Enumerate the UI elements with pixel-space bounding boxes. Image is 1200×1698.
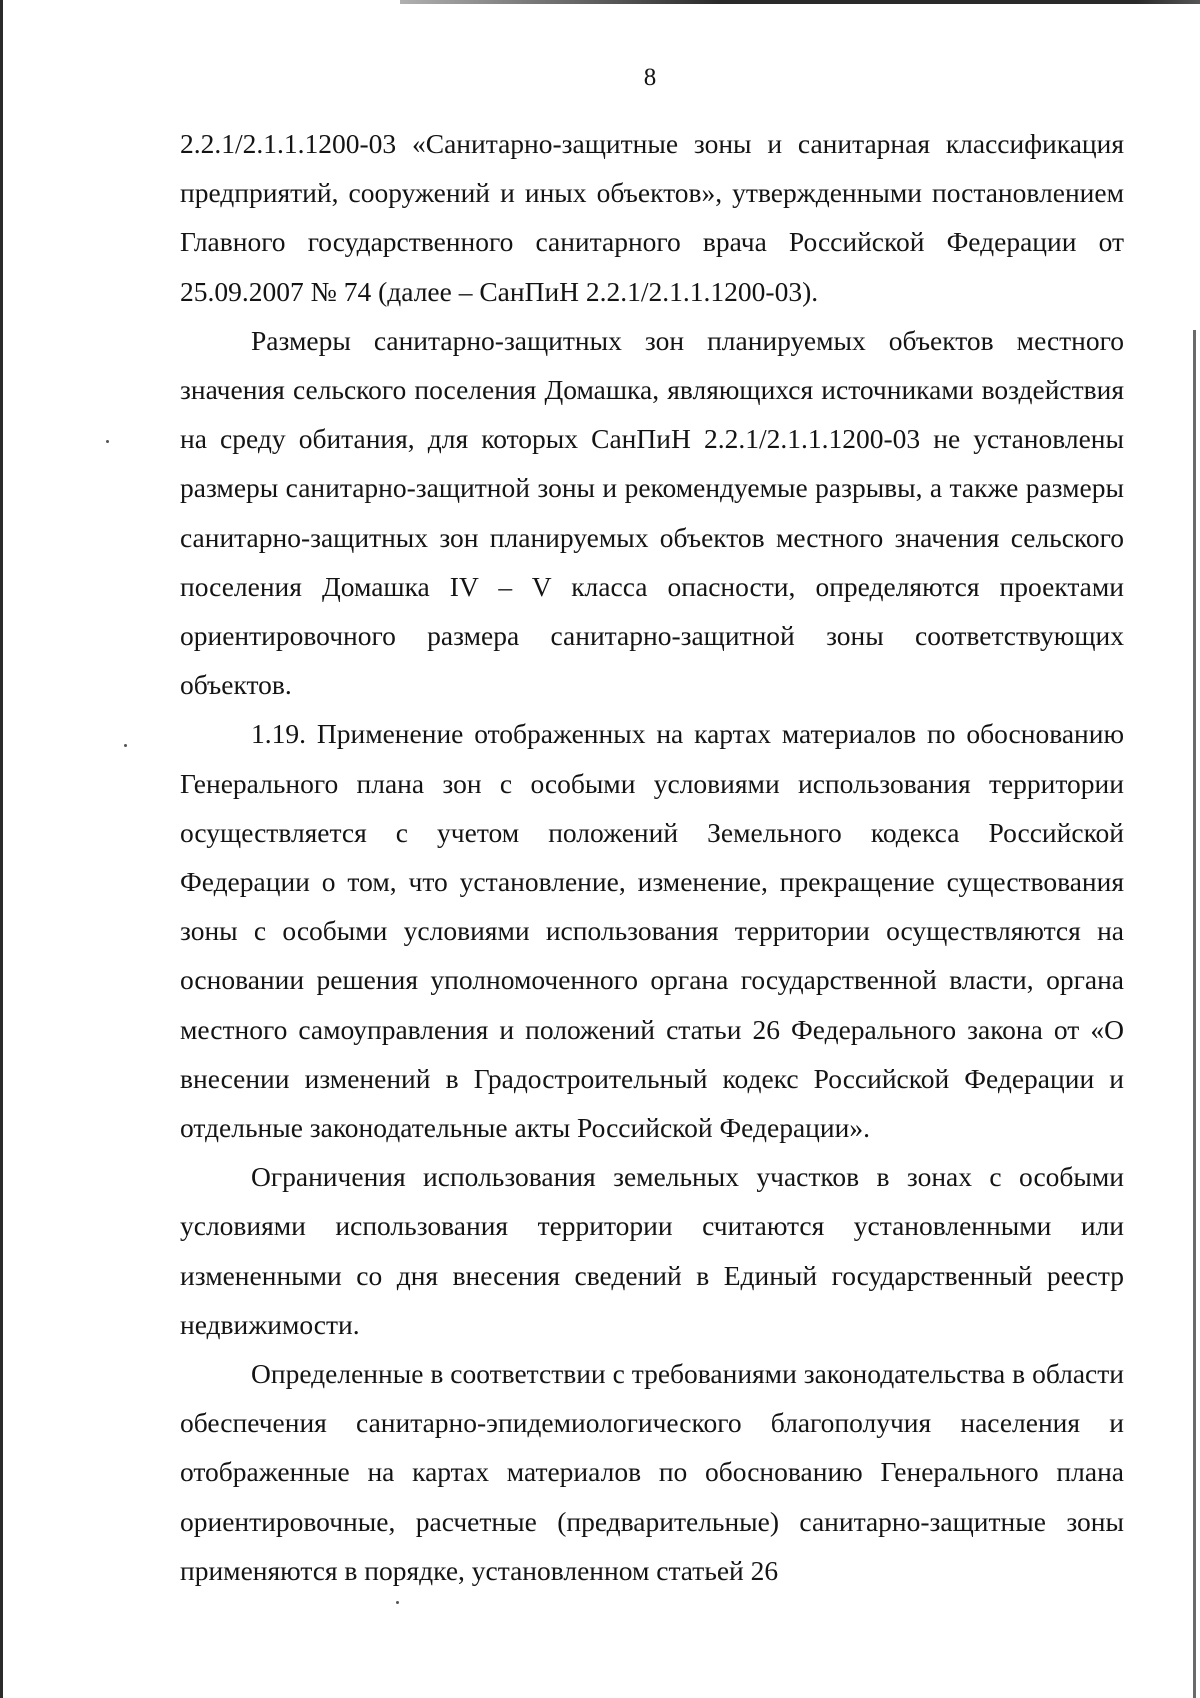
paragraph-sanitary-zone-sizes: Размеры санитарно-защитных зон планируемых объектов местного значения сельского поселения Домашка, являющихся источниками воздействия на среду обитания, для которых СанПиН 2.2.1/2.1.1.1200-03 не установлены размеры санитарно-защитной зоны и рекомендуемые разрывы, а также размеры санитарно-защитных зон планируемых объектов местного значения сельского поселения Домашка IV – V класса опасности, определяются проектами ориентировочного размера санитарно-защитной зоны соответствующих объектов.: [180, 324, 1124, 701]
page-number: 8: [643, 64, 657, 91]
paragraph-defined-zones: Определенные в соответствии с требованиями законодательства в области обеспечения санитарно-эпидемиологического благополучия населения и отображенные на картах материалов по обоснованию Генерального плана ориентировочные, расчетные (предварительные) санитарно-защитные зоны применяются в порядке, установленном статьей 26: [180, 1358, 1124, 1586]
paragraph-sanpin-reference: 2.2.1/2.1.1.1200-03 «Санитарно-защитные зоны и санитарная классификация предприятий, сооружений и иных объектов», утвержденными постановлением Главного государственного санитарного врача Российской Федерации от 25.09.2007 № 74 (далее – СанПиН 2.2.1/2.1.1.1200-03).: [180, 128, 1124, 307]
page-edge-right: [1193, 330, 1196, 1698]
paragraph-1-19: 1.19. Применение отображенных на картах материалов по обоснованию Генерального плана зон с особыми условиями использования территории осуществляется с учетом положений Земельного кодекса Российской Федерации о том, что установление, изменение, прекращение существования зоны с особыми условиями использования территории осуществляются на основании решения уполномоченного органа государственной власти, органа местного самоуправления и положений статьи 26 Федерального закона от «О внесении изменений в Градостроительный кодекс Российской Федерации и отдельные законодательные акты Российской Федерации».: [180, 718, 1124, 1144]
page-edge-left: [0, 0, 3, 1698]
scan-speck: [106, 440, 109, 443]
scan-speck: [396, 1601, 399, 1604]
scan-speck: [124, 744, 127, 747]
paragraph-land-use-restrictions: Ограничения использования земельных участков в зонах с особыми условиями использования территории считаются установленными или измененными со дня внесения сведений в Единый государственный реестр недвижимости.: [180, 1161, 1124, 1340]
document-body: [180, 119, 1124, 1595]
page-edge-top: [400, 0, 1200, 4]
